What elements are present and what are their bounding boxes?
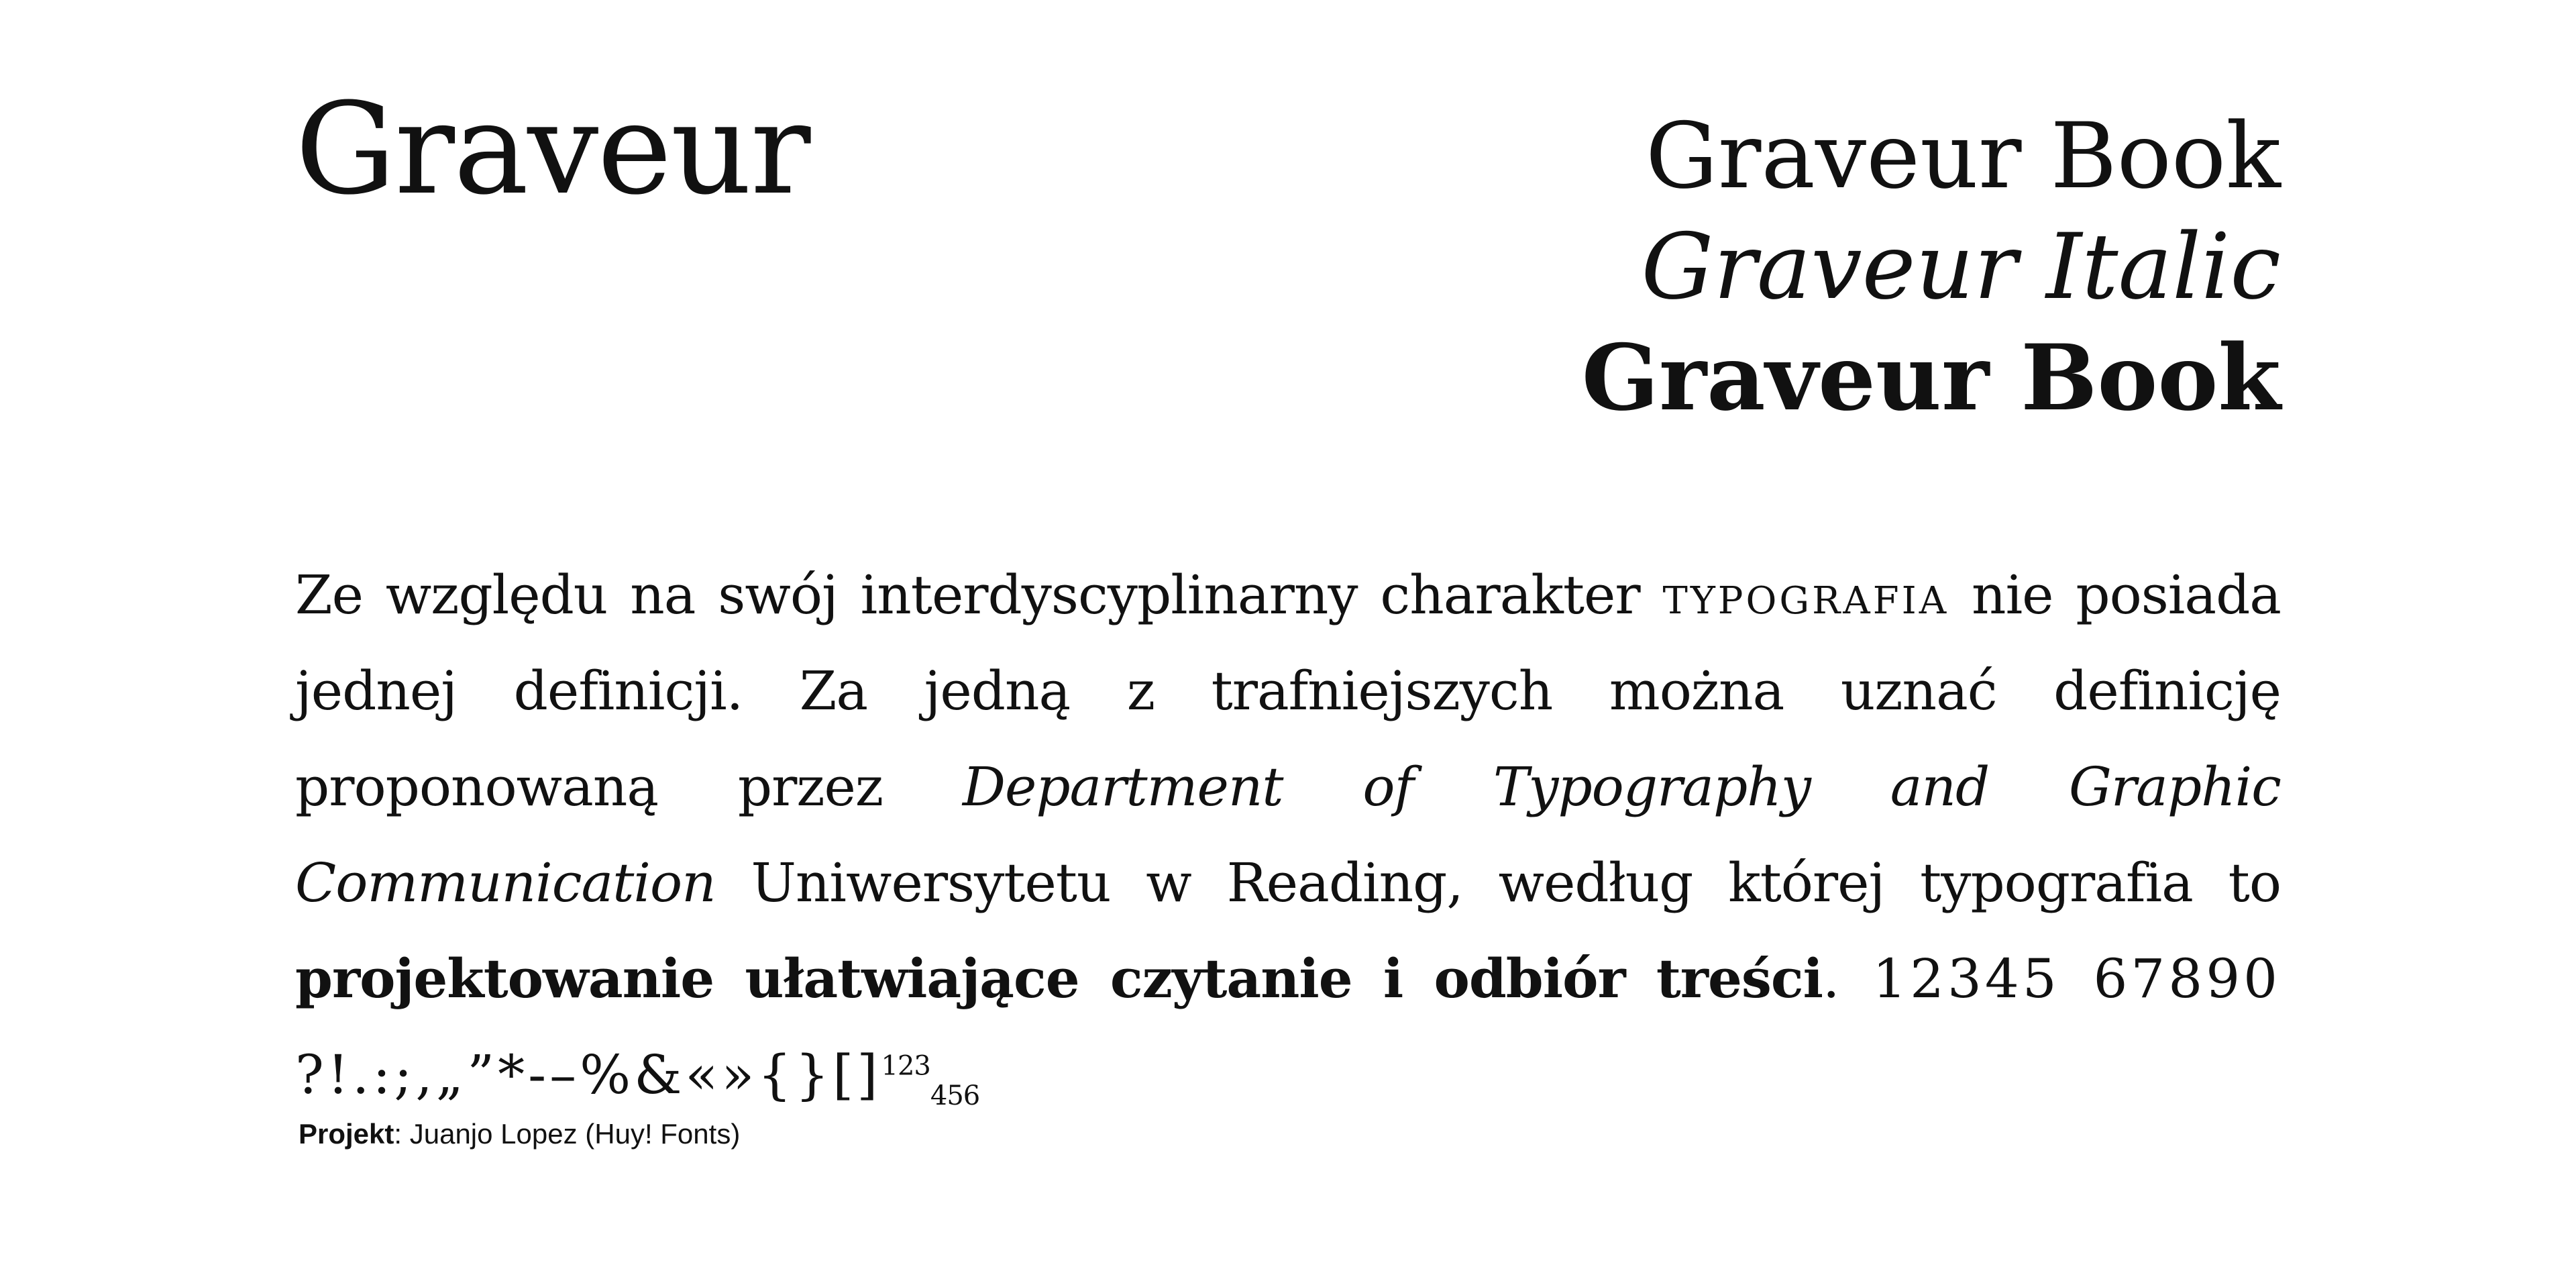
style-bold-label: Graveur Book — [1581, 324, 2281, 431]
sample-superscripts: 123 — [881, 1050, 930, 1082]
sample-glyph-set: 12345 67890 ?!.:;,„”*-–%&«»{}[] — [295, 948, 2281, 1106]
style-italic-label: Graveur Italic — [1641, 214, 2281, 319]
sample-italic-phrase: Department of Typography and Graphic Communication — [295, 756, 2281, 914]
sample-subscripts: 456 — [930, 1080, 980, 1111]
font-styles-list — [1582, 101, 2281, 433]
sample-small-caps-word: typografia — [1662, 564, 1949, 626]
style-book-label: Graveur Book — [1646, 103, 2281, 209]
sample-intro: Ze względu na swój interdyscyplinarny charakter — [295, 564, 1663, 626]
sample-after-italic: Uniwersytetu w Reading, według której typografia to — [715, 852, 2281, 914]
designer-credit — [299, 1117, 740, 1151]
credit-value: : Juanjo Lopez (Huy! Fonts) — [394, 1118, 741, 1150]
font-family-title: Graveur — [295, 76, 810, 223]
sample-paragraph — [295, 547, 2281, 1123]
sample-bold-phrase: projektowanie ułatwiające czytanie i odbiór treści — [295, 947, 1823, 1010]
sample-period: . — [1823, 948, 1839, 1010]
sample-middle: nie posiada jednej definicji. Za jedną z trafniejszych można uznać definicję proponowaną przez — [295, 564, 2281, 818]
credit-label: Projekt — [299, 1118, 394, 1150]
